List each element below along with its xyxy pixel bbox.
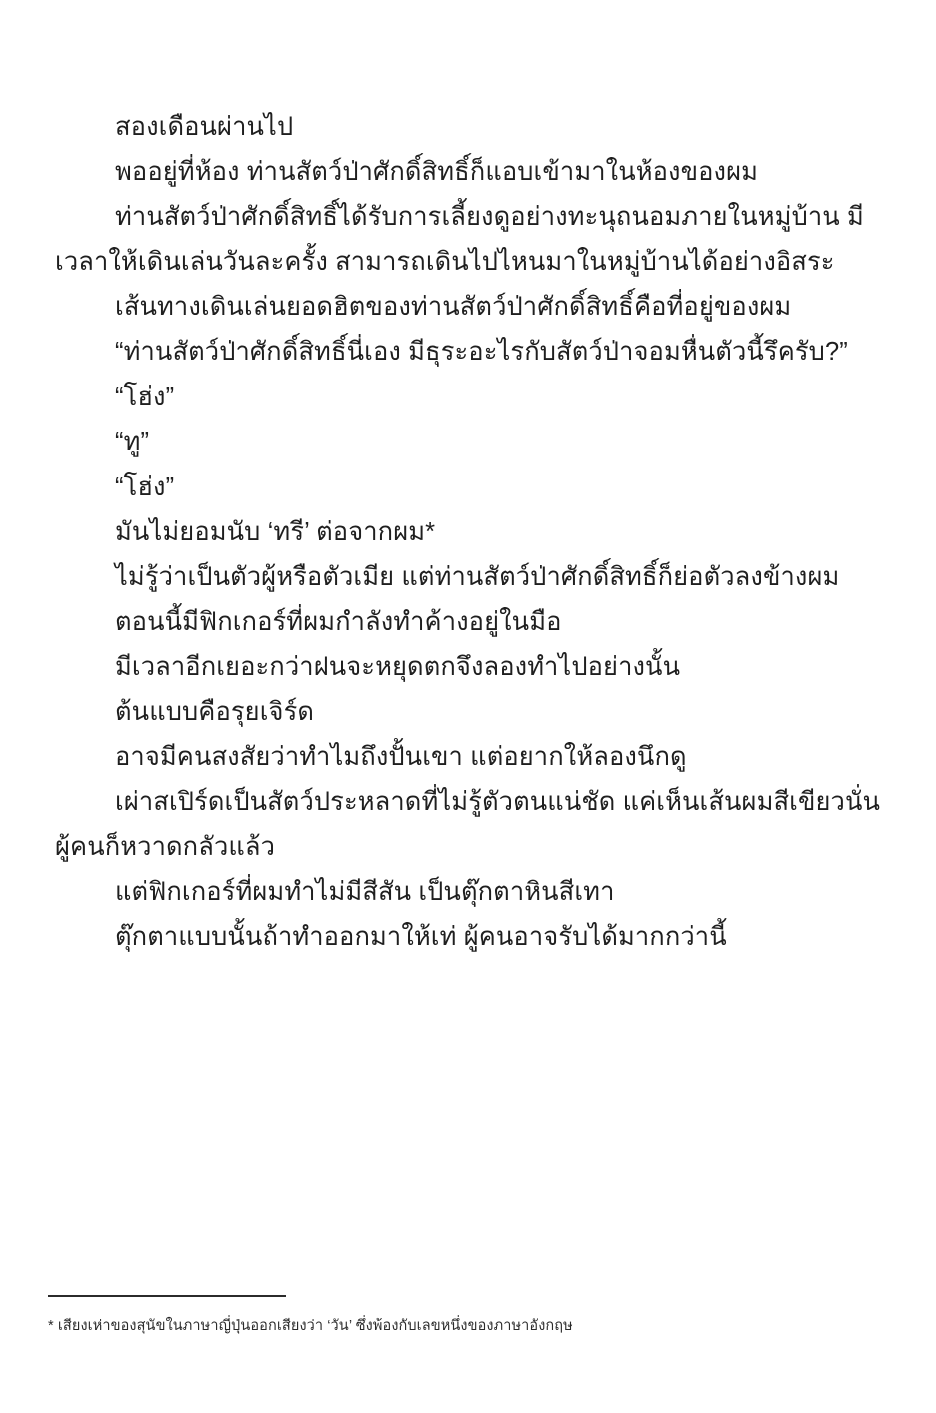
body-text-block [55, 105, 881, 960]
footnote-divider [48, 1295, 286, 1297]
footnote-text: * เสียงเห่าของสุนัขในภาษาญี่ปุ่นออกเสียงว่า ‘วัน’ ซึ่งพ้องกับเลขหนึ่งของภาษาอังกฤษ [48, 1318, 573, 1334]
footnote-area [48, 1295, 888, 1337]
paragraph: ต้นแบบคือรุยเจิร์ด [115, 698, 315, 726]
paragraph: “โฮ่ง” [115, 383, 175, 411]
paragraph: อาจมีคนสงสัยว่าทำไมถึงปั้นเขา แต่อยากให้ลองนึกดู [115, 743, 687, 771]
paragraph: “ทู” [115, 428, 150, 456]
paragraph: เผ่าสเปิร์ดเป็นสัตว์ประหลาดที่ไม่รู้ตัวตนแน่ชัด แค่เห็นเส้นผมสีเขียวนั่น ผู้คนก็หวาดกลัวแล้ว [55, 788, 881, 861]
paragraph: ไม่รู้ว่าเป็นตัวผู้หรือตัวเมีย แต่ท่านสัตว์ป่าศักดิ์สิทธิ์ก็ย่อตัวลงข้างผม [115, 563, 840, 591]
paragraph: มีเวลาอีกเยอะกว่าฝนจะหยุดตกจึงลองทำไปอย่างนั้น [115, 653, 681, 681]
paragraph: สองเดือนผ่านไป [115, 113, 294, 141]
paragraph: เส้นทางเดินเล่นยอดฮิตของท่านสัตว์ป่าศักดิ์สิทธิ์คือที่อยู่ของผม [115, 293, 792, 321]
paragraph: พออยู่ที่ห้อง ท่านสัตว์ป่าศักดิ์สิทธิ์ก็แอบเข้ามาในห้องของผม [115, 158, 759, 186]
paragraph: แต่ฟิกเกอร์ที่ผมทำไม่มีสีสัน เป็นตุ๊กตาหินสีเทา [115, 878, 615, 906]
paragraph: มันไม่ยอมนับ ‘ทรี’ ต่อจากผม* [115, 518, 436, 546]
paragraph: ตุ๊กตาแบบนั้นถ้าทำออกมาให้เท่ ผู้คนอาจรับได้มากกว่านี้ [115, 923, 727, 951]
paragraph: “ท่านสัตว์ป่าศักดิ์สิทธิ์นี่เอง มีธุระอะไรกับสัตว์ป่าจอมหื่นตัวนี้รึครับ?” [115, 338, 848, 366]
paragraph: ท่านสัตว์ป่าศักดิ์สิทธิ์ได้รับการเลี้ยงดูอย่างทะนุถนอมภายในหมู่บ้าน มีเวลาให้เดินเล่นวันละครั้ง สามารถเดินไปไหนมาในหมู่บ้านได้อย่างอิสระ [55, 203, 864, 276]
paragraph: ตอนนี้มีฟิกเกอร์ที่ผมกำลังทำค้างอยู่ในมือ [115, 608, 562, 636]
paragraph: “โฮ่ง” [115, 473, 175, 501]
